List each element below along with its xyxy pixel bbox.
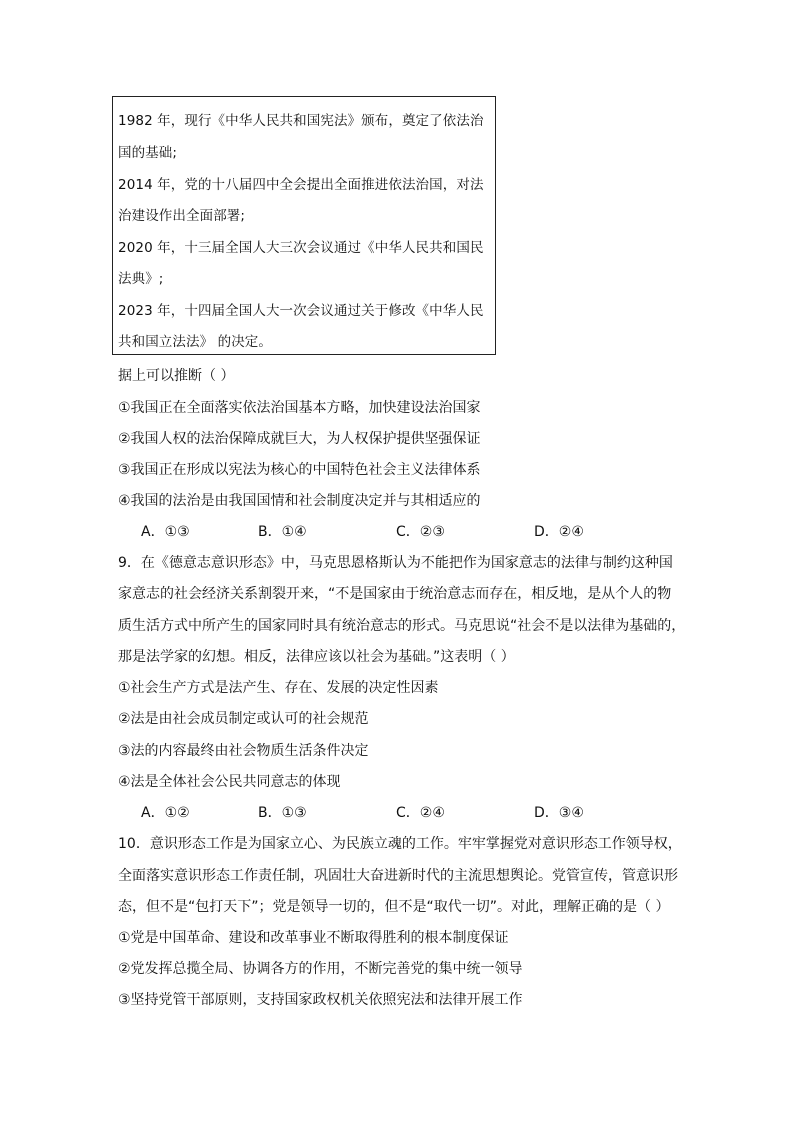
- q8-item-4: ④我国的法治是由我国国情和社会制度决定并与其相适应的: [118, 493, 481, 509]
- material-line: 2014 年，党的十八届四中全会提出全面推进依法治国，对法: [118, 177, 484, 193]
- q9-stem-line: 家意志的社会经济关系割裂开来，“不是国家由于统治意志而存在，相反地，是从个人的物: [118, 586, 672, 602]
- q8-item-1: ①我国正在全面落实依法治国基本方略，加快建设法治国家: [118, 400, 481, 416]
- material-line: 2023 年，十四届全国人大一次会议通过关于修改《中华人民: [118, 303, 484, 319]
- q10-item-3: ③坚持党管干部原则，支持国家政权机关依照宪法和法律开展工作: [118, 992, 523, 1008]
- q9-item-3: ③法的内容最终由社会物质生活条件决定: [118, 743, 369, 759]
- q9-item-1: ①社会生产方式是法产生、存在、发展的决定性因素: [118, 680, 439, 696]
- q10-stem-line: 态，但不是“包打天下”；党是领导一切的，但不是“取代一切”。对此，理解正确的是（ ）: [118, 899, 670, 915]
- q9-option-b[interactable]: B．①③: [258, 805, 307, 821]
- q8-item-3: ③我国正在形成以宪法为核心的中国特色社会主义法律体系: [118, 462, 481, 478]
- q9-item-2: ②法是由社会成员制定或认可的社会规范: [118, 711, 369, 727]
- q8-stem: 据上可以推断（ ）: [118, 368, 235, 384]
- material-box: [112, 96, 496, 355]
- material-line: 国的基础;: [118, 145, 178, 161]
- material-line: 2020 年，十三届全国人大三次会议通过《中华人民共和国民: [118, 240, 484, 256]
- q9-option-a[interactable]: A．①②: [141, 805, 190, 821]
- material-line: 法典》;: [118, 271, 164, 287]
- q10-stem-line: 10．意识形态工作是为国家立心、为民族立魂的工作。牢牢掌握党对意识形态工作领导权，: [118, 836, 682, 852]
- q8-option-b[interactable]: B．①④: [258, 524, 307, 540]
- q9-item-4: ④法是全体社会公民共同意志的体现: [118, 774, 341, 790]
- q8-option-a[interactable]: A．①③: [141, 524, 190, 540]
- q8-option-c[interactable]: C．②③: [396, 524, 445, 540]
- material-line: 1982 年，现行《中华人民共和国宪法》颁布，奠定了依法治: [118, 113, 484, 129]
- q9-option-d[interactable]: D．③④: [534, 805, 584, 821]
- material-line: 治建设作出全面部署;: [118, 208, 246, 224]
- q10-item-1: ①党是中国革命、建设和改革事业不断取得胜利的根本制度保证: [118, 930, 509, 946]
- q8-option-d[interactable]: D．②④: [534, 524, 584, 540]
- q9-stem-line: 那是法学家的幻想。相反，法律应该以社会为基础。”这表明（ ）: [118, 649, 515, 665]
- q10-item-2: ②党发挥总揽全局、协调各方的作用，不断完善党的集中统一领导: [118, 961, 523, 977]
- q9-stem-line: 9．在《德意志意识形态》中，马克思恩格斯认为不能把作为国家意志的法律与制约这种国: [118, 555, 673, 571]
- q8-item-2: ②我国人权的法治保障成就巨大，为人权保护提供坚强保证: [118, 431, 481, 447]
- q10-stem-line: 全面落实意识形态工作责任制，巩固壮大奋进新时代的主流思想舆论。党管宣传，管意识形: [118, 868, 678, 884]
- q9-stem-line: 质生活方式中所产生的国家同时具有统治意志的形式。马克思说“社会不是以法律为基础的，: [118, 618, 686, 634]
- q9-option-c[interactable]: C．②④: [396, 805, 445, 821]
- material-line: 共和国立法法》 的决定。: [118, 334, 272, 350]
